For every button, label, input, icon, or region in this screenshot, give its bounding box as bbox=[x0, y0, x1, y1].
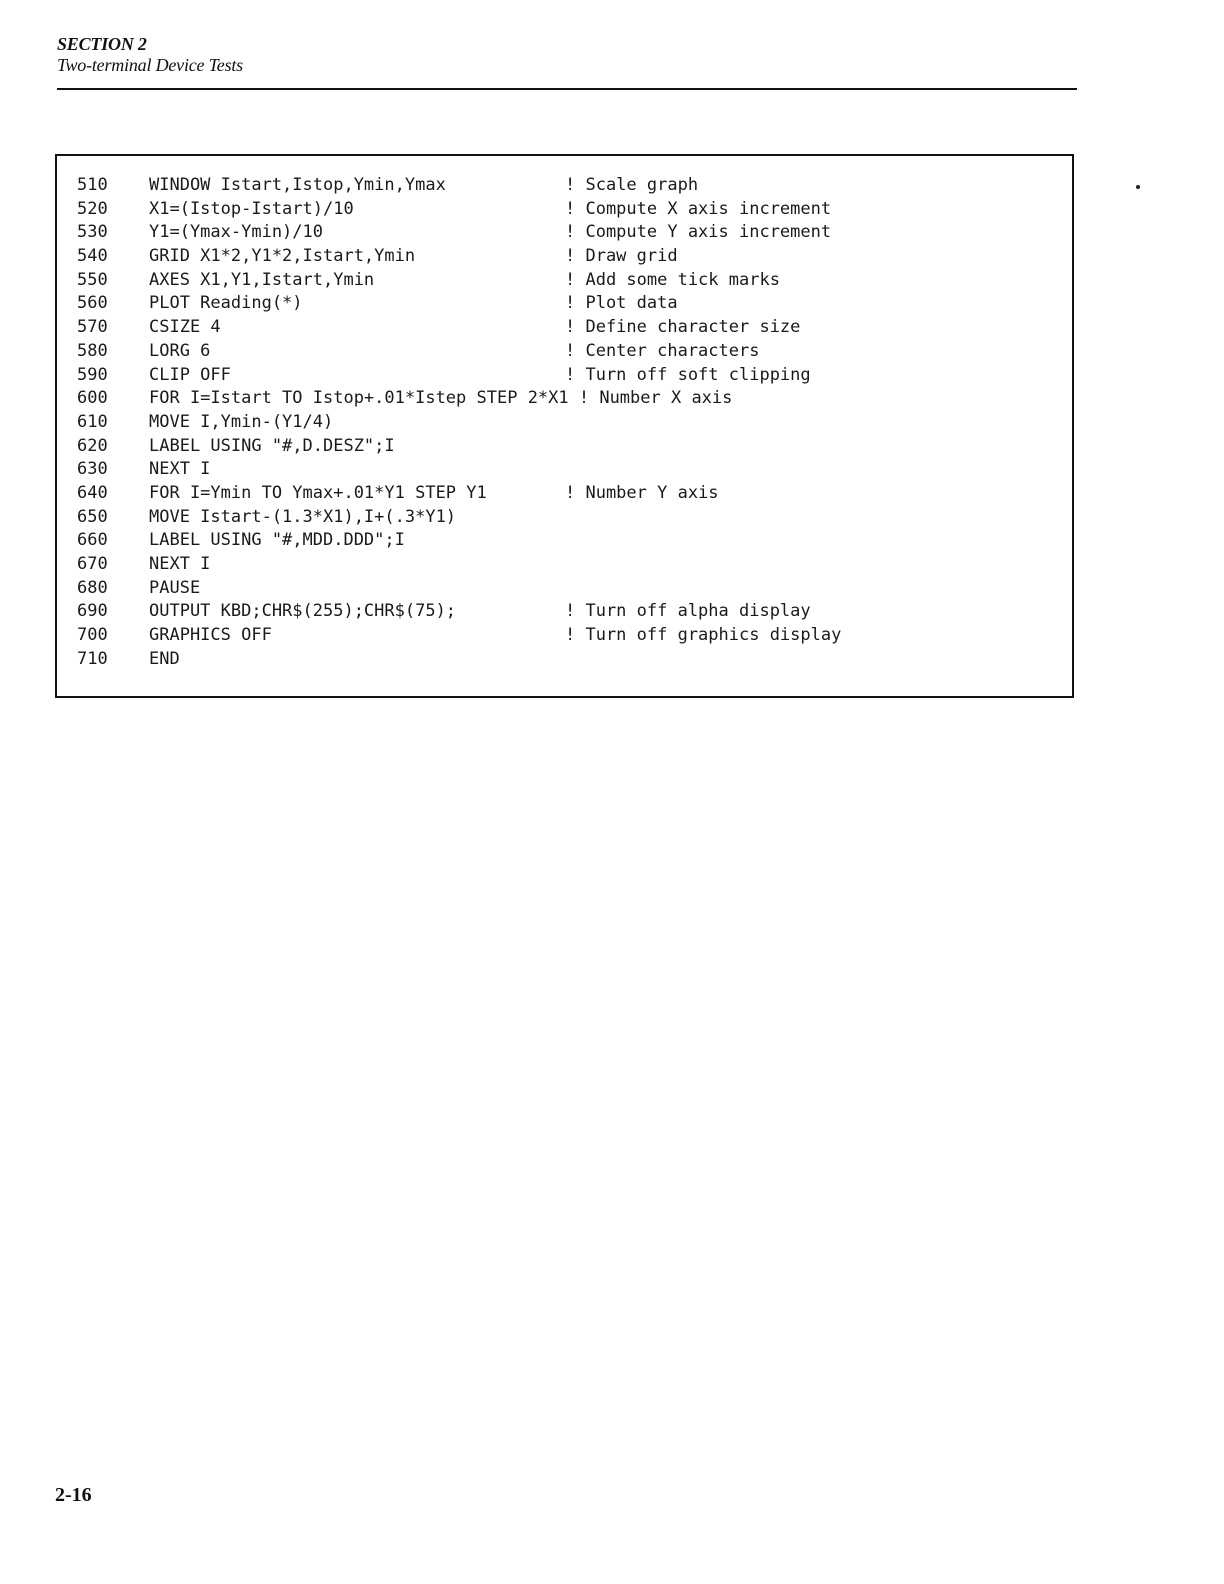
code-statement: WINDOW Istart,Istop,Ymin,Ymax bbox=[149, 175, 446, 195]
line-number: 620 bbox=[77, 435, 108, 456]
code-comment: ! Compute Y axis increment bbox=[565, 222, 832, 243]
line-number: 530 bbox=[77, 222, 108, 243]
code-statement: END bbox=[149, 648, 180, 669]
line-number: 510 bbox=[77, 175, 108, 195]
code-comment: ! Draw grid bbox=[565, 246, 678, 267]
code-statement: AXES X1,Y1,Istart,Ymin bbox=[149, 269, 375, 290]
line-number: 610 bbox=[77, 411, 108, 432]
code-comment: ! Scale graph bbox=[565, 175, 699, 195]
code-statement: LABEL USING "#,D.DESZ";I bbox=[149, 435, 395, 456]
code-statement: OUTPUT KBD;CHR$(255);CHR$(75); bbox=[149, 601, 457, 622]
line-number: 580 bbox=[77, 340, 108, 361]
code-statement: PAUSE bbox=[149, 577, 201, 598]
section-subtitle: Two-terminal Device Tests bbox=[57, 55, 243, 75]
line-number: 690 bbox=[77, 601, 108, 622]
code-comment: ! Turn off alpha display bbox=[565, 601, 811, 622]
code-comment: ! Center characters bbox=[565, 340, 760, 361]
line-number: 540 bbox=[77, 246, 108, 267]
line-number: 560 bbox=[77, 293, 108, 314]
code-statement: Y1=(Ymax-Ymin)/10 bbox=[149, 222, 323, 243]
line-number: 700 bbox=[77, 625, 108, 646]
code-comment: ! Add some tick marks bbox=[565, 269, 780, 290]
line-number: 520 bbox=[77, 198, 108, 219]
line-number: 670 bbox=[77, 554, 108, 574]
code-statement: LORG 6 bbox=[149, 340, 211, 361]
page-header bbox=[57, 34, 1077, 76]
code-comment: ! Define character size bbox=[565, 317, 801, 338]
code-statement: FOR I=Istart TO Istop+.01*Istep STEP 2*X1 ! Number X axis bbox=[149, 388, 733, 409]
header-rule bbox=[57, 88, 1077, 90]
line-number: 630 bbox=[77, 459, 108, 480]
margin-mark bbox=[1136, 185, 1140, 189]
line-number: 570 bbox=[77, 317, 108, 338]
code-statement: NEXT I bbox=[149, 459, 211, 480]
code-statement: PLOT Reading(*) bbox=[149, 293, 303, 314]
code-statement: LABEL USING "#,MDD.DDD";I bbox=[149, 530, 405, 551]
code-statement: GRAPHICS OFF bbox=[149, 625, 272, 646]
code-comment: ! Turn off soft clipping bbox=[565, 364, 811, 385]
code-comment: ! Turn off graphics display bbox=[565, 625, 842, 646]
page-number: 2-16 bbox=[55, 1484, 92, 1506]
program-listing-box bbox=[55, 154, 1074, 698]
code-comment: ! Compute X axis increment bbox=[565, 198, 832, 219]
code-statement: CSIZE 4 bbox=[149, 317, 221, 338]
code-statement: X1=(Istop-Istart)/10 bbox=[149, 198, 354, 219]
line-number: 680 bbox=[77, 577, 108, 598]
code-comment: ! Number Y axis bbox=[565, 482, 719, 503]
line-number: 650 bbox=[77, 506, 108, 527]
code-statement: CLIP OFF bbox=[149, 364, 231, 385]
code-comment: ! Plot data bbox=[565, 293, 678, 314]
code-statement: MOVE Istart-(1.3*X1),I+(.3*Y1) bbox=[149, 506, 457, 527]
line-number: 640 bbox=[77, 482, 108, 503]
line-number: 710 bbox=[77, 648, 108, 669]
line-number: 550 bbox=[77, 269, 108, 290]
code-statement: FOR I=Ymin TO Ymax+.01*Y1 STEP Y1 bbox=[149, 482, 487, 503]
code-statement: NEXT I bbox=[149, 554, 211, 574]
section-title: SECTION 2 bbox=[57, 34, 147, 54]
line-number: 660 bbox=[77, 530, 108, 551]
code-statement: GRID X1*2,Y1*2,Istart,Ymin bbox=[149, 246, 416, 267]
code-statement: MOVE I,Ymin-(Y1/4) bbox=[149, 411, 334, 432]
line-number: 600 bbox=[77, 388, 108, 409]
line-number: 590 bbox=[77, 364, 108, 385]
